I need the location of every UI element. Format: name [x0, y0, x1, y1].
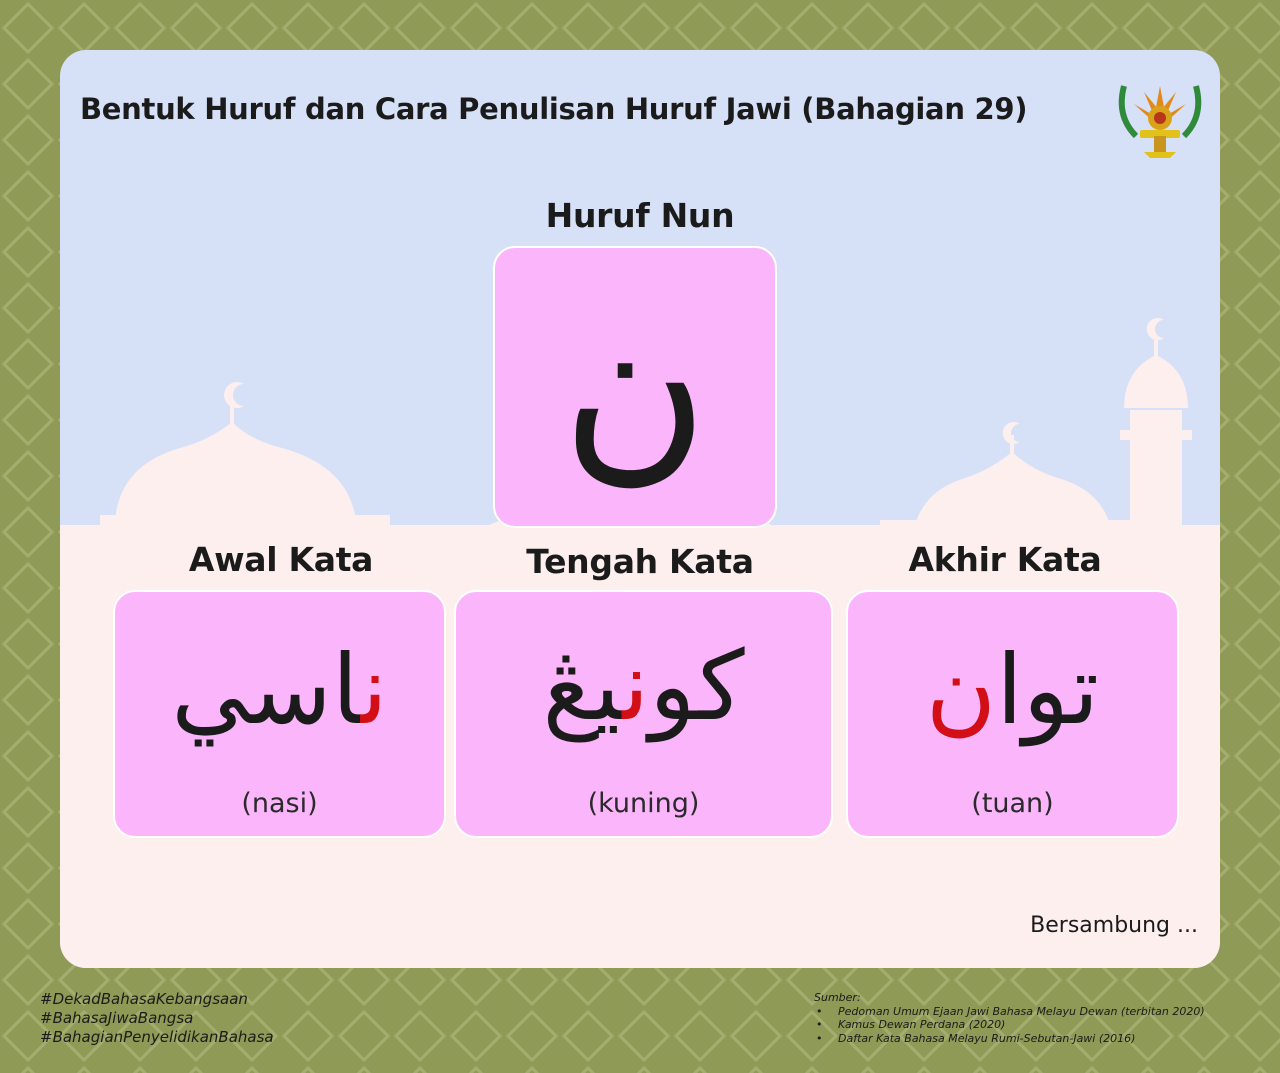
- medial-position-card: [454, 590, 833, 838]
- content-panel: [60, 50, 1220, 968]
- hashtag-list: [40, 990, 274, 1047]
- transliteration: (nasi): [241, 788, 318, 819]
- final-position-heading: Akhir Kata: [908, 540, 1102, 579]
- hashtag: #DekadBahasaKebangsaan: [40, 990, 248, 1008]
- highlighted-letter: ن: [925, 634, 997, 746]
- hashtag: #BahagianPenyelidikanBahasa: [40, 1028, 274, 1046]
- dbp-emblem-icon: [1114, 66, 1206, 160]
- initial-position-card: [113, 590, 446, 838]
- continued-label: Bersambung ...: [1030, 913, 1198, 938]
- transliteration: (tuan): [971, 788, 1054, 819]
- source-item: • Pedoman Umum Ejaan Jawi Bahasa Melayu Dewan (terbitan 2020): [814, 1005, 1264, 1019]
- medial-position-heading: Tengah Kata: [526, 542, 754, 581]
- medial-position-word: [456, 630, 831, 742]
- highlighted-letter: ن: [360, 634, 388, 746]
- word-start: توا: [996, 634, 1100, 746]
- hashtag: #BahasaJiwaBangsa: [40, 1009, 194, 1027]
- initial-position-word: [115, 634, 444, 746]
- main-letter-card: [493, 246, 777, 528]
- initial-position-heading: Awal Kata: [188, 540, 374, 579]
- word-start: كو: [649, 630, 745, 742]
- source-item: • Kamus Dewan Perdana (2020): [814, 1018, 1264, 1032]
- sources-label: Sumber:: [814, 991, 861, 1004]
- word-remainder: اسي: [171, 634, 361, 746]
- source-item: • Daftar Kata Bahasa Melayu Rumi-Sebutan-Jawi (2016): [814, 1032, 1264, 1046]
- final-position-card: [846, 590, 1179, 838]
- transliteration: (kuning): [587, 788, 700, 819]
- final-position-word: [848, 634, 1177, 746]
- main-letter-glyph: ن: [561, 271, 709, 504]
- main-letter-heading: Huruf Nun: [545, 196, 735, 235]
- sources-list: [814, 1005, 1264, 1046]
- word-remainder: يڠ: [542, 630, 623, 742]
- page-title: Bentuk Huruf dan Cara Penulisan Huruf Jawi (Bahagian 29): [80, 92, 1028, 126]
- sources-block: [814, 991, 1264, 1045]
- highlighted-letter: ن: [622, 630, 650, 742]
